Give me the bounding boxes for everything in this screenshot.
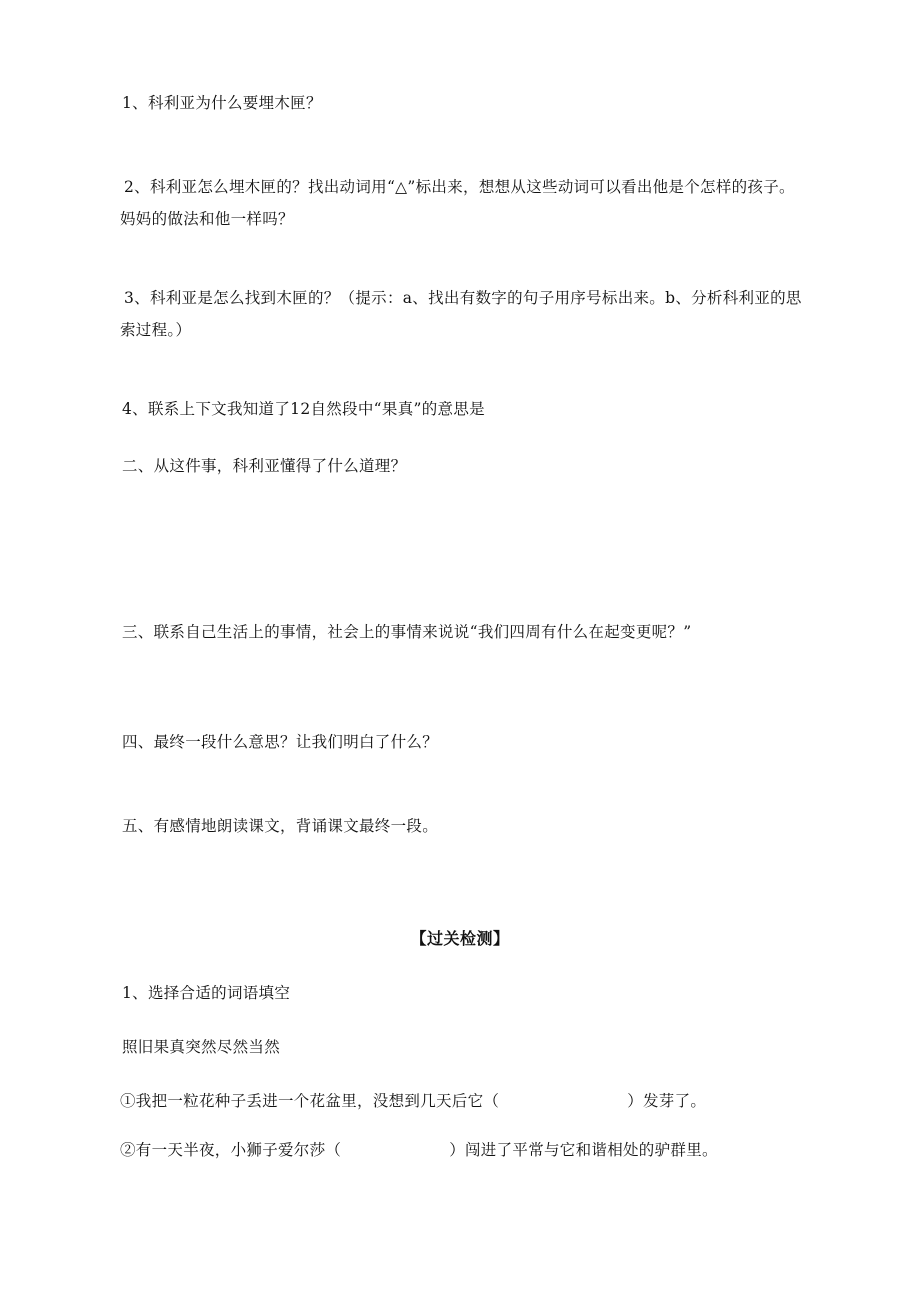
section-4: 四、最终一段什么意思？让我们明白了什么？	[122, 733, 439, 751]
check-title: 【过关检测】	[410, 929, 510, 948]
section-2: 二、从这件事，科利亚懂得了什么道理？	[122, 457, 407, 475]
question-4: 4、联系上下文我知道了12自然段中“果真”的意思是	[122, 400, 485, 418]
question-1: 1、科利亚为什么要埋木匣？	[122, 94, 322, 112]
section-5: 五、有感情地朗读课文，背诵课文最终一段。	[122, 817, 439, 835]
fill-item-2-before: ②有一天半夜，小狮子爱尔莎（	[120, 1141, 342, 1159]
fill-item-1-after: ）发芽了。	[627, 1092, 707, 1110]
fill-item-1-before: ①我把一粒花种子丢进一个花盆里，没想到几天后它（	[120, 1092, 500, 1110]
check-task-1: 1、选择合适的词语填空	[122, 984, 291, 1002]
fill-item-2	[120, 1140, 718, 1160]
question-2: 2、科利亚怎么埋木匣的？找出动词用“△”标出来，想想从这些动词可以看出他是个怎样的孩子。妈妈的做法和他一样吗？	[120, 178, 795, 228]
fill-item-1	[120, 1091, 706, 1111]
question-3: 3、科利亚是怎么找到木匣的？（提示：a、找出有数字的句子用序号标出来。b、分析科利亚的思索过程。）	[120, 289, 802, 339]
fill-item-2-after: ）闯进了平常与它和谐相处的驴群里。	[449, 1141, 718, 1159]
section-3: 三、联系自己生活上的事情，社会上的事情来说说“我们四周有什么在起变更呢？”	[122, 623, 692, 641]
word-bank: 照旧果真突然尽然当然	[122, 1038, 281, 1056]
